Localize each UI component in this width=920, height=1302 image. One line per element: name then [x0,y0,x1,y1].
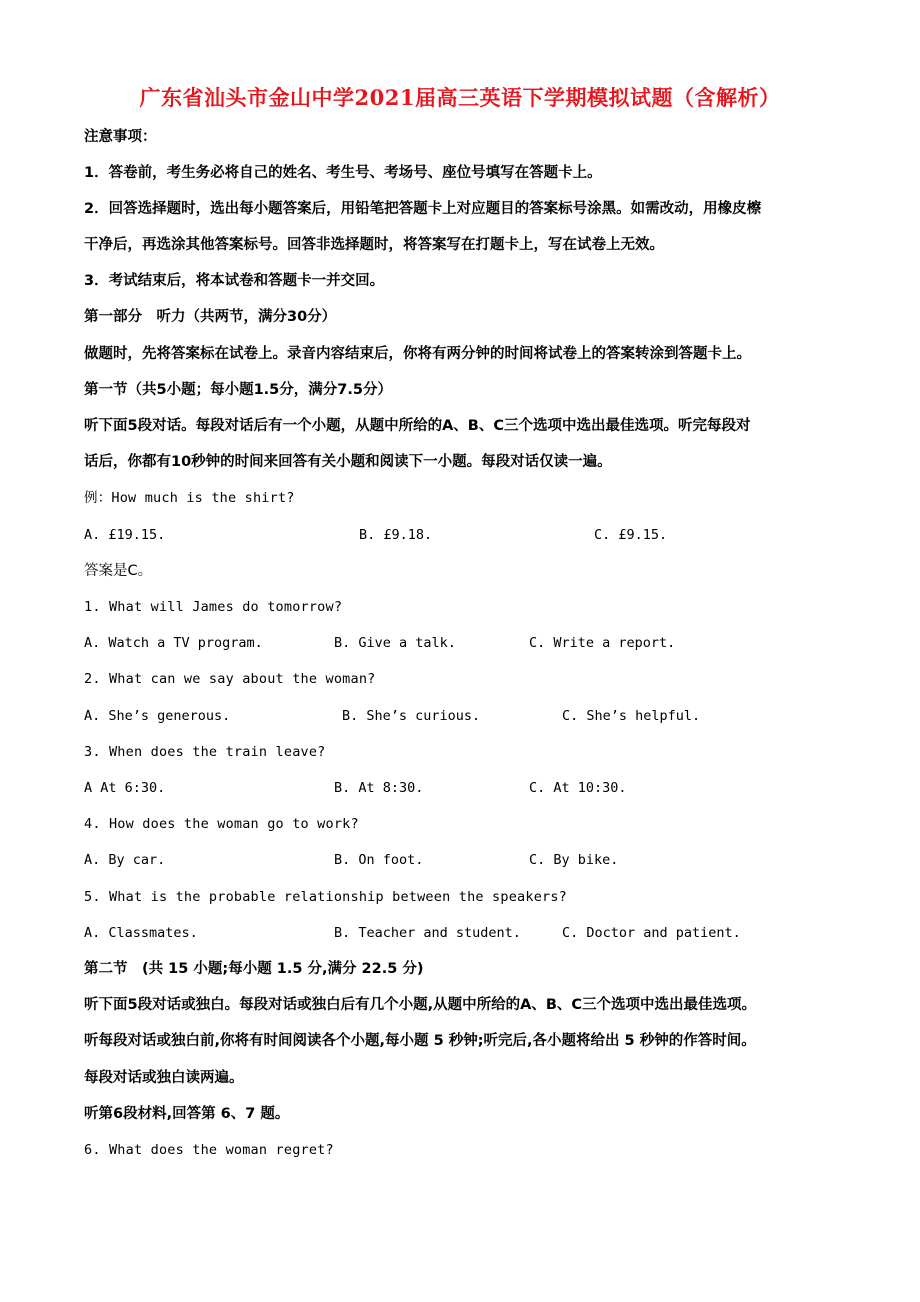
part1-heading: 第一部分 听力（共两节，满分30分） [84,309,337,325]
notice-item-2-line-2: 干净后，再选涂其他答案标号。回答非选择题时，将答案写在打题卡上，写在试卷上无效。 [84,237,664,253]
question-3-option-a: A At 6:30. [84,780,166,796]
question-5-option-a: A. Classmates. [84,925,198,941]
question-1-option-b: B. Give a talk. [334,635,456,651]
question-1: 1. What will James do tomorrow? [84,599,343,615]
example-option-c: C. £9.15. [594,527,668,543]
question-2: 2. What can we say about the woman? [84,671,376,687]
question-2-option-b: B. She’s curious. [342,708,481,724]
question-1-option-c: C. Write a report. [529,635,676,651]
document-title: 广东省汕头市金山中学2021届高三英语下学期模拟试题（含解析） [139,85,781,110]
notice-item-1: 1．答卷前，考生务必将自己的姓名、考生号、考场号、座位号填写在答题卡上。 [84,165,602,181]
example-option-b: B. £9.18. [359,527,433,543]
section2-instruction-line-2: 听每段对话或独白前,你将有时间阅读各个小题,每小题 5 秒钟;听完后,各小题将给出 5 秒钟的作答时间。 [84,1033,756,1049]
section1-instruction-line-2: 话后，你都有10秒钟的时间来回答有关小题和阅读下一小题。每段对话仅读一遍。 [84,454,612,470]
question-5: 5. What is the probable relationship between the speakers? [84,889,568,905]
notice-heading: 注意事项： [84,129,157,145]
part1-instruction: 做题时，先将答案标在试卷上。录音内容结束后，你将有两分钟的时间将试卷上的答案转涂到答题卡上。 [84,346,751,362]
question-3-option-b: B. At 8:30. [334,780,424,796]
section1-instruction-line-1: 听下面5段对话。每段对话后有一个小题，从题中所给的A、B、C三个选项中选出最佳选项。听完每段对 [84,418,751,434]
section1-heading: 第一节（共5小题；每小题1.5分，满分7.5分） [84,382,392,398]
example-answer: 答案是C。 [84,563,153,579]
example-question: 例：How much is the shirt? [84,490,295,506]
question-3: 3. When does the train leave? [84,744,326,760]
question-2-option-a: A. She’s generous. [84,708,231,724]
question-5-option-c: C. Doctor and patient. [562,925,741,941]
example-option-a: A. £19.15. [84,527,166,543]
question-6: 6. What does the woman regret? [84,1142,334,1158]
question-4-option-a: A. By car. [84,852,166,868]
question-2-option-c: C. She’s helpful. [562,708,701,724]
question-4-option-c: C. By bike. [529,852,619,868]
notice-item-2-line-1: 2．回答选择题时，选出每小题答案后，用铅笔把答题卡上对应题目的答案标号涂黑。如需改动，用橡皮檫 [84,201,762,217]
section2-heading: 第二节 (共 15 小题;每小题 1.5 分,满分 22.5 分) [84,961,424,977]
question-1-option-a: A. Watch a TV program. [84,635,263,651]
notice-item-3: 3．考试结束后，将本试卷和答题卡一并交回。 [84,273,385,289]
question-3-option-c: C. At 10:30. [529,780,627,796]
question-5-option-b: B. Teacher and student. [334,925,521,941]
question-4: 4. How does the woman go to work? [84,816,359,832]
section2-instruction-line-3: 每段对话或独白读两遍。 [84,1070,244,1086]
question-4-option-b: B. On foot. [334,852,424,868]
section2-instruction-line-1: 听下面5段对话或独白。每段对话或独白后有几个小题,从题中所给的A、B、C三个选项中选出最佳选项。 [84,997,757,1013]
material-6-heading: 听第6段材料,回答第 6、7 题。 [84,1106,290,1122]
